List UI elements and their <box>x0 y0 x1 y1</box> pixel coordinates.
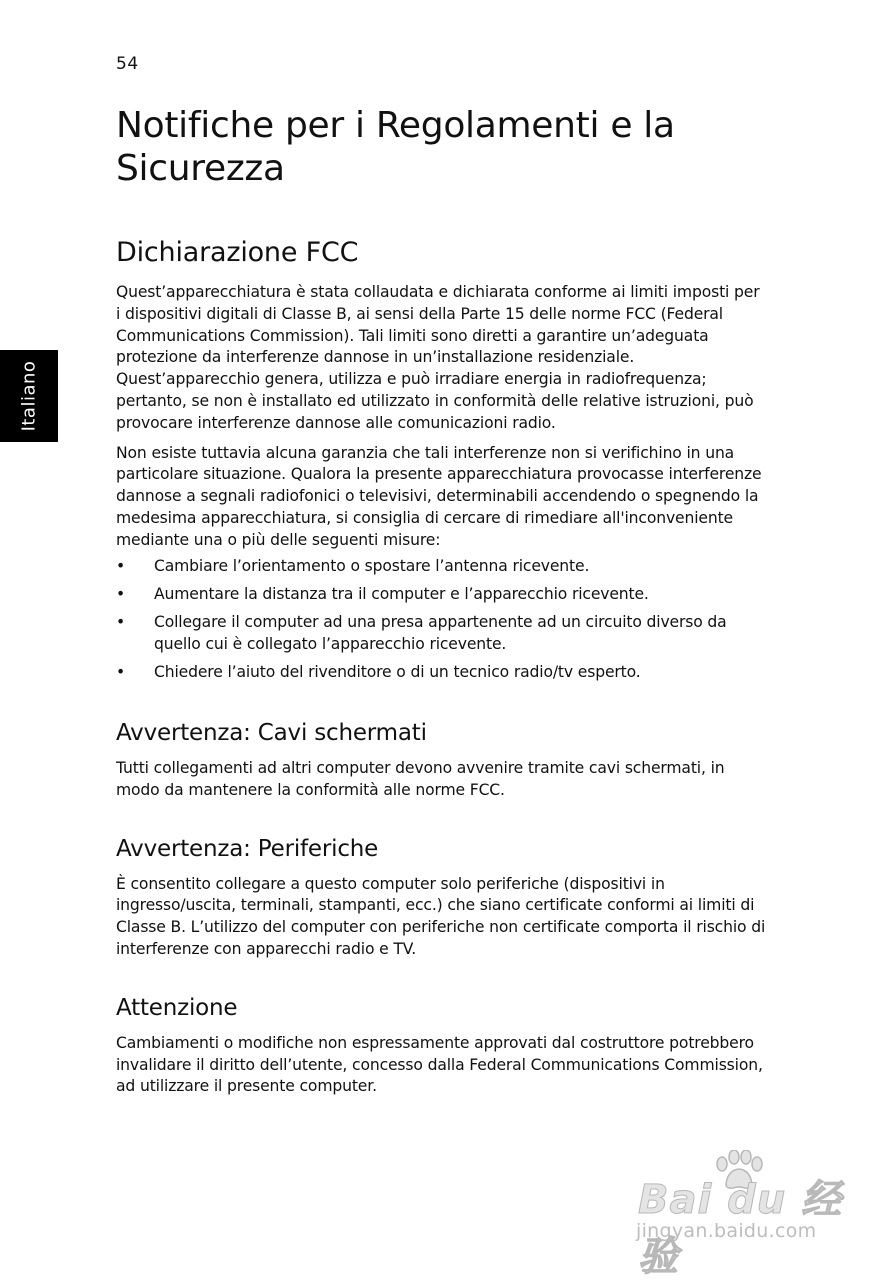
list-item-text: Chiedere l’aiuto del rivenditore o di un tecnico radio/tv esperto. <box>154 663 641 682</box>
bullet-icon: • <box>116 584 126 603</box>
list-item <box>116 556 766 578</box>
peripherals-heading: Avvertenza: Periferiche <box>116 835 379 862</box>
language-side-tab <box>0 350 58 442</box>
caution-heading: Attenzione <box>116 994 238 1021</box>
fcc-measures-list <box>116 556 766 684</box>
peripherals-text: È consentito collegare a questo computer solo periferiche (dispositivi in ingresso/uscita, terminali, stampanti, ecc.) che siano certificate conformi ai limiti di Classe B. L’utilizzo del computer con periferiche non certificate comporta il rischio di interferenze con apparecchi radio e TV. <box>116 874 766 959</box>
list-item-text: Cambiare l’orientamento o spostare l’antenna ricevente. <box>154 556 590 575</box>
bullet-icon: • <box>116 613 126 632</box>
baidu-watermark <box>634 1150 864 1280</box>
cables-text: Tutti collegamenti ad altri computer devono avvenire tramite cavi schermati, in modo da mantenere la conformità alle norme FCC. <box>116 759 725 799</box>
list-item <box>116 612 766 656</box>
page-number: 54 <box>116 54 139 74</box>
peripherals-section <box>116 834 766 961</box>
list-item <box>116 584 766 606</box>
caution-text: Cambiamenti o modifiche non espressamente approvati dal costruttore potrebbero invalidare il diritto dell’utente, concesso dalla Federal Communications Commission, ad utilizzare il presente computer. <box>116 1033 763 1096</box>
bullet-icon: • <box>116 663 126 682</box>
watermark-url: jingyan.baidu.com <box>636 1220 817 1242</box>
fcc-paragraph-1: Quest’apparecchiatura è stata collaudata e dichiarata conforme ai limiti imposti per i dispositivi digitali di Classe B, ai sensi della Parte 15 delle norme FCC (Federal Communications Commission). Tali limiti sono diretti a garantire un’adeguata protezione da interferenze dannose in un’installazione residenziale. Quest’apparecchio genera, utilizza e può irradiare energia in radiofrequenza; pertanto, se non è installato ed utilizzato in conformità delle relative istruzioni, può provocare interferenze dannose alle comunicazioni radio. <box>116 283 760 432</box>
fcc-section <box>116 236 766 684</box>
side-tab-label: Italiano <box>18 360 40 432</box>
fcc-heading: Dichiarazione FCC <box>116 237 359 268</box>
watermark-brand: Bai du 经验 <box>638 1177 843 1280</box>
page-title: Notifiche per i Regolamenti e la Sicurezza <box>116 105 675 189</box>
list-item <box>116 662 766 684</box>
bullet-icon: • <box>116 556 126 575</box>
fcc-paragraph-2: Non esiste tuttavia alcuna garanzia che tali interferenze non si verifichino in una particolare situazione. Qualora la presente apparecchiatura provocasse interferenze dannose a segnali radiofonici o televisivi, determinabili accendendo o spegnendo la medesima apparecchiatura, si consiglia di cercare di rimediare all'inconveniente mediante una o più delle seguenti misure: <box>116 443 762 549</box>
cables-heading: Avvertenza: Cavi schermati <box>116 720 427 747</box>
list-item-text: Collegare il computer ad una presa appartenente ad un circuito diverso da quello cui è collegato l’apparecchio ricevente. <box>154 613 727 653</box>
page-content <box>116 104 766 1106</box>
caution-section <box>116 993 766 1098</box>
cables-section <box>116 718 766 802</box>
list-item-text: Aumentare la distanza tra il computer e l’apparecchio ricevente. <box>154 584 649 603</box>
